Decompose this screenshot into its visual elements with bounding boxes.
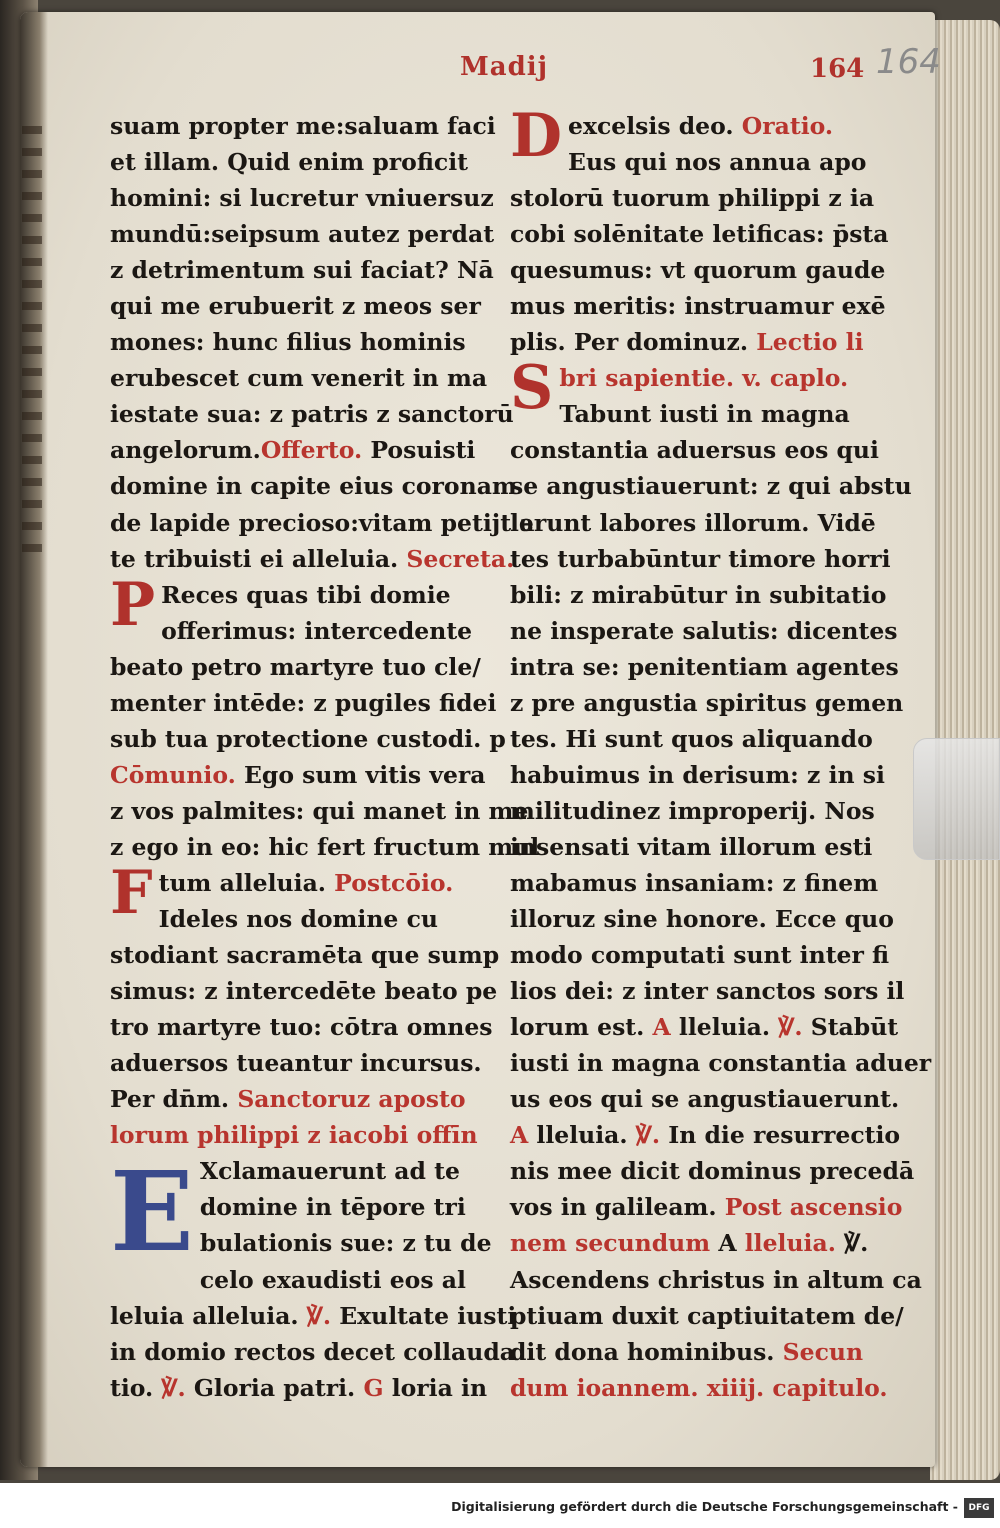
body-text: stolorū tuorum philippi z ia xyxy=(510,184,875,213)
body-text: iusti in magna constantia aduer xyxy=(510,1049,932,1078)
text-line xyxy=(110,144,490,180)
text-line xyxy=(510,937,890,973)
text-line xyxy=(110,108,496,144)
rubric-text: ℣. xyxy=(778,1013,803,1042)
body-text: tes turbabūntur timore horri xyxy=(510,544,891,573)
text-line xyxy=(110,937,500,973)
text-line xyxy=(510,649,899,685)
text-line xyxy=(510,216,890,252)
text-line xyxy=(510,1189,903,1225)
rubric-text: lleluia. xyxy=(736,1229,845,1258)
text-line xyxy=(510,1045,932,1081)
body-text: domine in capite eius coronam xyxy=(110,472,517,501)
text-line xyxy=(110,613,490,649)
body-text: beato petro martyre tuo cle/ xyxy=(110,652,481,681)
body-text: habuimus in derisum: z in si xyxy=(510,760,885,789)
text-line xyxy=(110,180,494,216)
text-line xyxy=(110,1334,516,1370)
running-header: Madij xyxy=(460,52,549,82)
decorated-initial: P xyxy=(110,569,156,640)
body-text: erubescet cum venerit in ma xyxy=(110,364,488,393)
body-text: insensati vitam illorum esti xyxy=(510,832,873,861)
body-text: loria in xyxy=(383,1373,488,1402)
body-text: mones: hunc filius hominis xyxy=(110,328,466,357)
text-line xyxy=(510,721,890,757)
funding-credit: Digitalisierung gefördert durch die Deutsche Forschungsgemeinschaft - xyxy=(451,1499,958,1514)
body-text: Xclamauerunt ad te xyxy=(199,1157,460,1186)
text-line xyxy=(110,1009,493,1045)
body-text: ptiuam duxit captiuitatem de/ xyxy=(510,1301,904,1330)
body-text: A xyxy=(718,1229,737,1258)
text-line xyxy=(510,829,890,865)
body-text: ne insperate salutis: dicentes xyxy=(510,616,898,645)
text-line xyxy=(510,505,890,541)
body-text: Posuisti xyxy=(362,436,476,465)
text-line xyxy=(110,468,517,504)
text-column-left xyxy=(110,108,540,1406)
text-line xyxy=(510,973,905,1009)
rubric-text: lorum philippi z iacobi offīn xyxy=(110,1121,478,1150)
body-text: militudinez improperij. Nos xyxy=(510,796,875,825)
decorated-initial: E xyxy=(110,1147,194,1277)
footer-bar xyxy=(0,1483,1000,1528)
text-line xyxy=(110,432,490,468)
body-text: us eos qui se angustiauerunt. xyxy=(510,1085,900,1114)
text-line xyxy=(110,757,490,793)
text-line xyxy=(510,793,890,829)
decorated-initial: F xyxy=(110,857,153,928)
body-text: tes. Hi sunt quos aliquando xyxy=(510,724,873,753)
text-line xyxy=(510,577,890,613)
rubric-text: Offerto. xyxy=(260,436,363,465)
page-clip xyxy=(913,738,1000,860)
rubric-text: ℣. xyxy=(306,1301,332,1330)
body-text: Ideles nos domine cu xyxy=(158,905,438,934)
body-text: quesumus: vt quorum gaude xyxy=(510,256,886,285)
rubric-text: nem secundum xyxy=(510,1229,719,1258)
body-text: vos in galileam. xyxy=(510,1193,725,1222)
text-line xyxy=(110,1117,490,1153)
text-line xyxy=(510,468,912,504)
text-line xyxy=(110,252,494,288)
body-text: Reces quas tibi domie xyxy=(161,580,451,609)
body-text: modo computati sunt inter fi xyxy=(510,941,890,970)
text-line xyxy=(110,216,495,252)
text-line xyxy=(510,757,890,793)
text-line xyxy=(510,685,904,721)
body-text: sub tua protectione custodi. p xyxy=(110,724,506,753)
body-text: stodiant sacramēta que sump xyxy=(110,941,500,970)
rubric-text: A xyxy=(652,1013,671,1042)
text-line xyxy=(510,180,890,216)
body-text: lorum est. xyxy=(510,1013,653,1042)
text-line xyxy=(110,396,514,432)
body-text: tro martyre tuo: cōtra omnes xyxy=(110,1013,493,1042)
body-text: Eus qui nos annua apo xyxy=(568,148,867,177)
body-text: Stabūt xyxy=(802,1013,899,1042)
rubric-text: ℣. xyxy=(161,1373,186,1402)
text-line xyxy=(110,324,490,360)
dfg-logo: DFG xyxy=(964,1498,994,1518)
body-text: celo exaudisti eos al xyxy=(199,1265,466,1294)
text-line xyxy=(510,396,890,432)
body-text: z detrimentum sui faciat? Nā xyxy=(110,256,494,285)
text-line xyxy=(110,973,498,1009)
body-text: simus: z intercedēte beato pe xyxy=(110,977,498,1006)
body-text: qui me erubuerit z meos ser xyxy=(110,292,481,321)
rubric-text: G xyxy=(363,1373,384,1402)
body-text: mabamus insaniam: z finem xyxy=(510,868,879,897)
text-line xyxy=(510,1334,890,1370)
body-text: illoruz sine honore. Ecce quo xyxy=(510,905,894,934)
body-text: plis. Per dominuz. xyxy=(510,328,757,357)
text-line xyxy=(510,324,890,360)
text-line xyxy=(110,793,529,829)
body-text: iestate sua: z patris z sanctorū xyxy=(110,400,514,429)
body-text: Ego sum vitis vera xyxy=(235,760,486,789)
rubric-text: Secreta. xyxy=(406,544,515,573)
decorated-initial: D xyxy=(510,101,563,171)
text-line xyxy=(510,865,890,901)
text-line xyxy=(510,432,890,468)
body-text: constantia aduersus eos qui xyxy=(510,436,879,465)
text-line xyxy=(110,1298,517,1334)
rubric-text: Sanctoruz aposto xyxy=(237,1085,466,1114)
rubric-text: A xyxy=(510,1121,529,1150)
text-line xyxy=(110,288,490,324)
text-line xyxy=(110,1081,490,1117)
rubric-text: Oratio. xyxy=(741,112,834,140)
text-line xyxy=(110,829,540,865)
text-line xyxy=(510,288,890,324)
body-text: mundū:seipsum autez perdat xyxy=(110,220,495,249)
body-text: tum alleluia. xyxy=(158,868,335,897)
body-text: in domio rectos decet collauda xyxy=(110,1337,516,1366)
body-text: mus meritis: instruamur exē xyxy=(510,292,886,321)
text-line xyxy=(510,613,898,649)
body-text: menter intēde: z pugiles fidei xyxy=(110,688,497,717)
bleed-through-text xyxy=(22,112,48,1012)
rubric-text: Secun xyxy=(782,1337,864,1366)
body-text: In die resurrectio xyxy=(660,1121,901,1150)
body-text: Gloria patri. xyxy=(185,1373,364,1402)
body-text: ℣. xyxy=(844,1229,869,1258)
text-line xyxy=(510,541,890,577)
body-text: et illam. Quid enim proficit xyxy=(110,148,468,177)
rubric-text: Postcōio. xyxy=(334,868,454,897)
text-line xyxy=(110,649,490,685)
body-text: bili: z mirabūtur in subitatio xyxy=(510,580,887,609)
rubric-text: bri sapientie. v. caplo. xyxy=(559,364,849,393)
body-text: Exultate iusti xyxy=(331,1301,517,1330)
text-line xyxy=(510,1370,890,1406)
text-line xyxy=(110,1370,490,1406)
text-line xyxy=(510,1009,899,1045)
body-text: aduersos tueantur incursus. xyxy=(110,1049,482,1078)
body-text: lios dei: z inter sanctos sors il xyxy=(510,977,905,1006)
rubric-text: Post ascensio xyxy=(724,1193,903,1222)
folio-number: 164 xyxy=(810,54,865,84)
text-line xyxy=(110,1045,490,1081)
body-text: z pre angustia spiritus gemen xyxy=(510,688,904,717)
rubric-text: Cōmunio. xyxy=(110,760,236,789)
text-line xyxy=(510,1298,904,1334)
body-text: leluia alleluia. xyxy=(110,1301,307,1330)
body-text: bulationis sue: z tu de xyxy=(199,1229,492,1258)
text-line xyxy=(510,1081,900,1117)
rubric-text: Lectio li xyxy=(756,328,864,357)
body-text: de lapide precioso:vitam petijt a xyxy=(110,508,535,537)
text-line xyxy=(110,541,515,577)
text-line xyxy=(110,360,490,396)
text-line xyxy=(110,721,506,757)
body-text: lerunt labores illorum. Vidē xyxy=(510,508,876,537)
body-text: homini: si lucretur vniuersuz xyxy=(110,184,494,213)
text-line xyxy=(510,1262,922,1298)
handwritten-folio: 164 xyxy=(876,42,941,82)
body-text: Per dn̄m. xyxy=(110,1085,238,1114)
text-line xyxy=(110,901,490,937)
body-text: z vos palmites: qui manet in me xyxy=(110,796,529,825)
body-text: offerimus: intercedente xyxy=(161,616,473,645)
body-text: z ego in eo: hic fert fructum mul xyxy=(110,832,540,861)
body-text: suam propter me:saluam faci xyxy=(110,112,496,140)
text-line xyxy=(110,685,497,721)
text-line xyxy=(110,505,535,541)
body-text: dit dona hominibus. xyxy=(510,1337,783,1366)
body-text: lleluia. xyxy=(670,1013,779,1042)
decorated-initial: S xyxy=(510,353,554,424)
body-text: cobi solēnitate letificas: p̄sta xyxy=(510,220,889,249)
rubric-text: dum ioannem. xiiij. capitulo. xyxy=(510,1373,888,1402)
body-text: domine in tēpore tri xyxy=(199,1193,466,1222)
body-text: angelorum. xyxy=(110,436,261,465)
body-text: intra se: penitentiam agentes xyxy=(510,652,899,681)
text-column-right xyxy=(510,101,932,1406)
body-text: lleluia. xyxy=(528,1121,636,1150)
body-text: tio. xyxy=(110,1373,162,1402)
body-text: te tribuisti ei alleluia. xyxy=(110,544,407,573)
text-line xyxy=(510,901,894,937)
body-text: Tabunt iusti in magna xyxy=(559,400,850,429)
text-line xyxy=(510,1117,901,1153)
body-text: nis mee dicit dominus precedā xyxy=(510,1157,915,1186)
rubric-text: ℣. xyxy=(635,1121,661,1150)
body-text: Ascendens christus in altum ca xyxy=(510,1265,922,1294)
body-text: excelsis deo. xyxy=(568,112,742,140)
text-line xyxy=(510,1225,890,1261)
text-line xyxy=(510,252,890,288)
text-line xyxy=(510,1153,915,1189)
body-text: se angustiauerunt: z qui abstu xyxy=(510,472,912,501)
text-line xyxy=(510,144,890,180)
